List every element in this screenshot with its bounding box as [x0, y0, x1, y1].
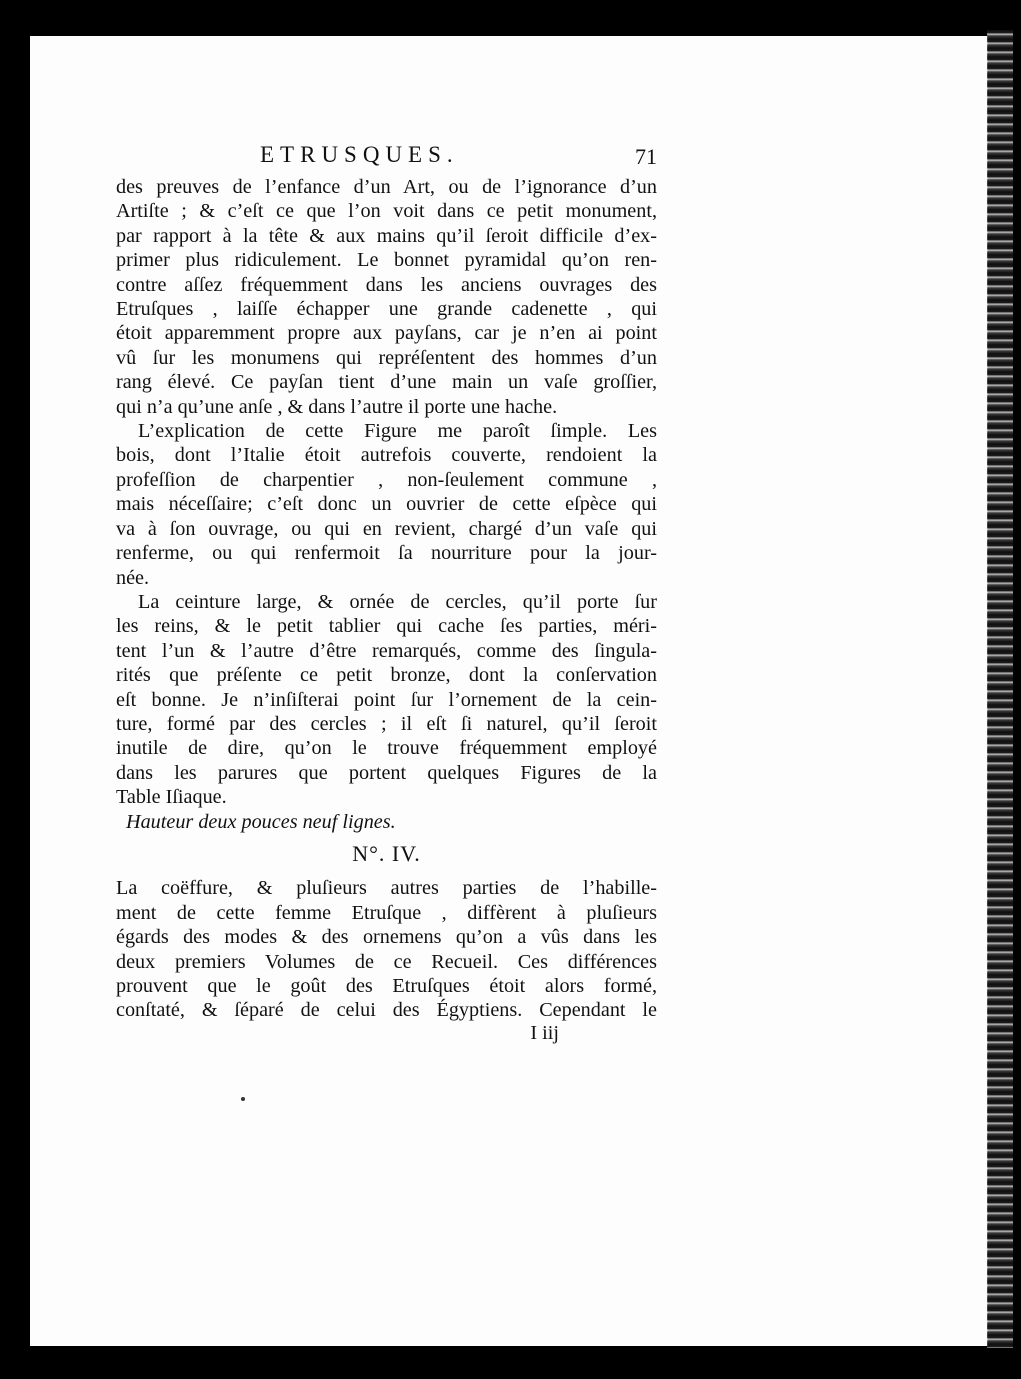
text-line: tent l’un & l’autre d’être remarqués, comme des ſingula-: [116, 639, 657, 662]
text-line: La coëffure, & pluſieurs autres parties de l’habille-: [116, 877, 657, 900]
text-line: les reins, & le petit tablier qui cache ſes parties, mérі-: [116, 615, 657, 638]
text-line: La ceinture large, & ornée de cercles, qu’il porte ſur: [138, 590, 657, 613]
text-line: inutile de dire, qu’on le trouve fréquemment employé: [116, 737, 657, 760]
text-line: rités que préſente ce petit bronze, dont la conſervation: [116, 664, 657, 687]
text-line: profeſſion de charpentier , non-ſeulement commune ,: [116, 468, 657, 491]
text-line: rang élevé. Ce payſan tient d’une main un vaſe groſſier,: [116, 371, 657, 394]
section-paragraph: [116, 876, 657, 1022]
signature-mark: I iij: [530, 1021, 559, 1044]
running-head: [116, 139, 657, 175]
text-line: dans les parures que portent quelques Figures de la: [116, 761, 657, 784]
text-line: mais néceſſaire; c’eſt donc un ouvrier de cette eſpèce qui: [116, 493, 657, 516]
text-line: prouvent que le goût des Etruſques étoit alors formé,: [116, 975, 657, 997]
text-line: Table Iſiaque.: [116, 786, 227, 809]
dimension-note: Hauteur deux pouces neuf lignes.: [126, 810, 396, 833]
text-line: par rapport à la tête & aux mains qu’il ſeroit difficile d’ex-: [116, 224, 657, 247]
running-head-title: ETRUSQUES.: [260, 142, 459, 167]
text-line: ment de cette femme Etruſque , diffèrent à pluſieurs: [116, 901, 657, 924]
text-line: égards des modes & des ornemens qu’on a vûs dans les: [116, 926, 657, 949]
text-line: eſt bonne. Je n’inſiſterai point ſur l’ornement de la cein-: [116, 688, 657, 711]
page-text-block: [116, 139, 657, 1045]
text-line: contre aſſez fréquemment dans les anciens ouvrages des: [116, 273, 657, 296]
text-line: conſtaté, & ſéparé de celui des Égyptiens. Cependant le: [116, 999, 657, 1022]
paragraph-1: [116, 175, 657, 419]
text-line: des preuves de l’enfance d’un Art, ou de l’ignorance d’un: [116, 176, 657, 198]
text-line: L’explication de cette Figure me paroît ſimple. Les: [138, 420, 657, 443]
text-line: renferme, ou qui renfermoit ſa nourriture pour la jour-: [116, 542, 657, 565]
ink-speck: [241, 1097, 245, 1101]
paragraph-3: [116, 590, 657, 810]
text-line: Etruſques , laiſſe échapper une grande cadenette , qui: [116, 298, 657, 321]
text-line: étoit apparemment propre aux payſans, car je n’en ai point: [116, 322, 657, 345]
page-number: 71: [635, 144, 657, 169]
text-line: deux premiers Volumes de ce Recueil. Ces différences: [116, 950, 657, 973]
text-line: qui n’a qu’une anſe , & dans l’autre il porte une hache.: [116, 395, 558, 418]
text-line: née.: [116, 566, 150, 589]
text-line: Artiſte ; & c’eſt ce que l’on voit dans ce petit monument,: [116, 200, 657, 223]
paragraph-2: [116, 419, 657, 590]
text-line: va à ſon ouvrage, ou qui en revient, chargé d’un vaſe qui: [116, 517, 657, 540]
text-line: bois, dont l’Italie étoit autrefois couverte, rendoient la: [116, 444, 657, 467]
text-line: primer plus ridiculement. Le bonnet pyramidal qu’on ren-: [116, 249, 657, 272]
section-heading: N°. IV.: [352, 840, 421, 866]
page-edge-shadow: [987, 30, 1013, 1348]
text-line: ture, formé par des cercles ; il eſt ſi naturel, qu’il ſeroit: [116, 712, 657, 735]
text-line: vû ſur les monumens qui repréſentent des hommes d’un: [116, 346, 657, 369]
